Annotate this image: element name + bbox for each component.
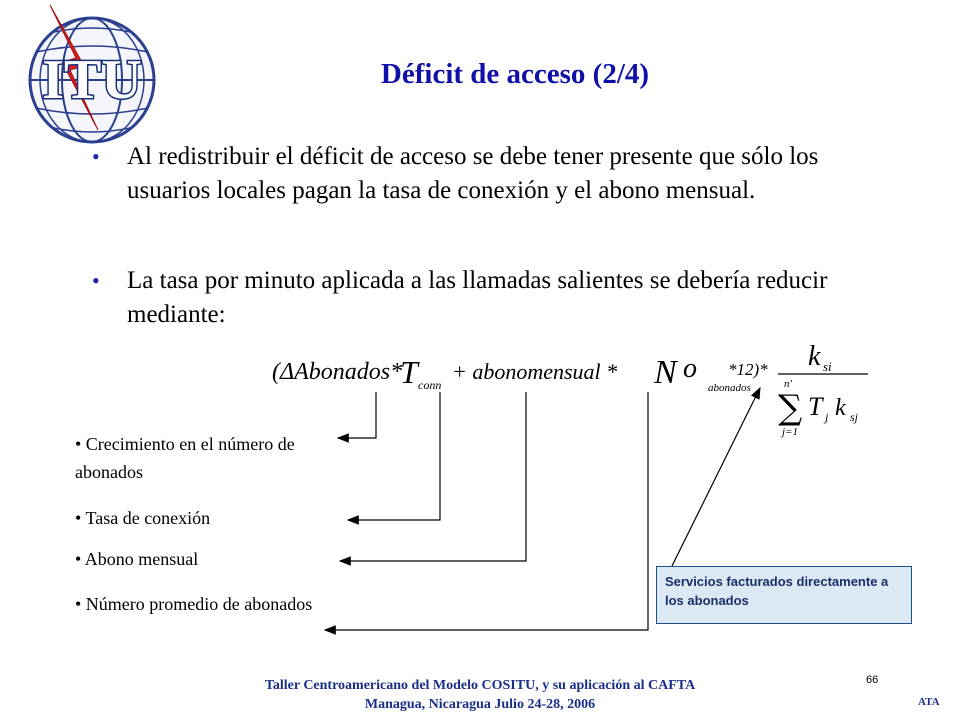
formula-t-j: T bbox=[808, 392, 823, 421]
formula-sub-j: j bbox=[825, 410, 829, 424]
formula-twelve: *12)* bbox=[728, 360, 768, 379]
formula-sub-sj: sj bbox=[850, 410, 859, 424]
formula-k-denominator: k bbox=[835, 395, 846, 421]
footer-line-1: Taller Centroamericano del Modelo COSITU, y su aplicación al CAFTA bbox=[264, 678, 696, 693]
formula-sub-conn: conn bbox=[418, 378, 442, 392]
formula-part-abonados: (ΔAbonados* bbox=[272, 359, 403, 385]
arrow-tasa-conexion bbox=[348, 392, 440, 520]
formula-o: o bbox=[683, 353, 697, 384]
slide-title: Déficit de acceso (2/4) bbox=[380, 58, 650, 90]
formula-n: N bbox=[654, 354, 677, 391]
formula-n-prime: n' bbox=[784, 378, 792, 390]
label-crecimiento: • Crecimiento en el número de abonados bbox=[75, 434, 295, 482]
page-number: 66 bbox=[866, 674, 879, 686]
arrow-numero-promedio bbox=[325, 392, 648, 630]
formula-part-abono: + abonomensual * bbox=[452, 359, 618, 384]
formula-j1: j=1 bbox=[782, 426, 798, 438]
bullet-dot-icon: • bbox=[92, 144, 100, 169]
info-box-servicios: Servicios facturados directamente a los abonados bbox=[656, 566, 912, 624]
bullet-dot-icon: • bbox=[92, 268, 100, 293]
formula-t-conn: T bbox=[400, 354, 418, 390]
formula-sub-si: si bbox=[823, 359, 832, 374]
bullet-text: Al redistribuir el déficit de acceso se debe tener presente que sólo los usuarios locales pagan la tasa de conexión y el abono mensual. bbox=[127, 143, 819, 204]
arrow-servicios bbox=[672, 388, 760, 566]
label-numero-promedio: • Número promedio de abonados bbox=[75, 594, 313, 614]
footer-line-2: Managua, Nicaragua Julio 24-28, 2006 bbox=[364, 697, 596, 712]
arrow-abono-mensual bbox=[340, 392, 526, 561]
label-tasa-conexion: • Tasa de conexión bbox=[75, 508, 211, 528]
label-abono-mensual: • Abono mensual bbox=[75, 549, 199, 569]
bullet-text: La tasa por minuto aplicada a las llamadas salientes se debería reducir mediante: bbox=[127, 267, 828, 328]
formula-k-numerator: k bbox=[808, 341, 821, 372]
formula-sub-abonados: abonados bbox=[708, 382, 751, 394]
logo-text: ITU bbox=[42, 49, 142, 111]
sum-icon: ∑ bbox=[778, 388, 803, 428]
footer-ata: ATA bbox=[918, 696, 940, 708]
